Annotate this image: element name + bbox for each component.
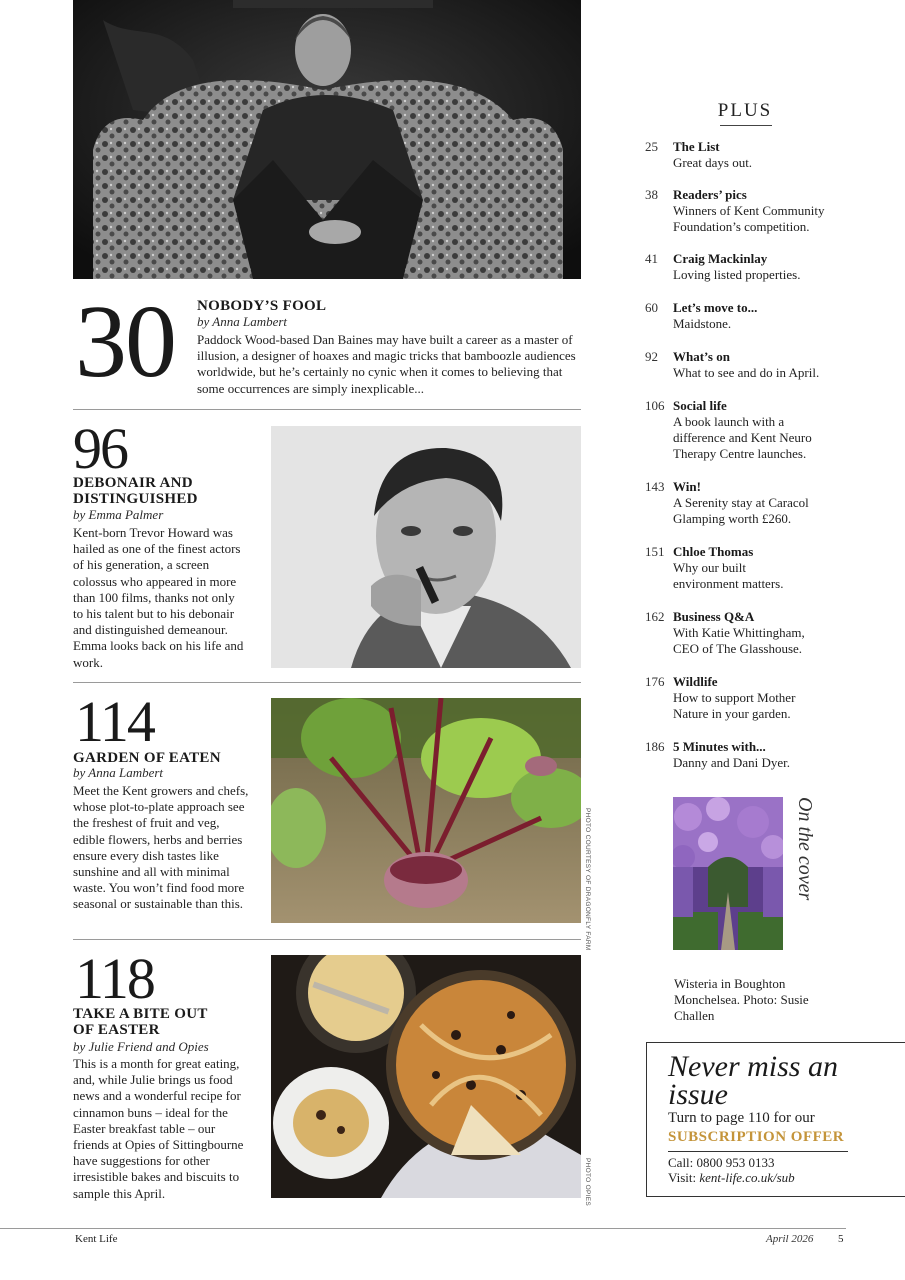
subscription-promo[interactable] [646, 1042, 905, 1197]
feature-118-number: 118 [75, 946, 154, 1011]
item-description: Winners of Kent Community Foundation’s competition. [673, 203, 825, 234]
feature-114-number: 114 [75, 689, 154, 754]
list-item[interactable] [645, 609, 895, 657]
item-description: Maidstone. [673, 316, 732, 331]
divider [73, 939, 581, 940]
list-item[interactable] [645, 739, 895, 771]
page-number: 186 [645, 739, 665, 754]
page-number: 25 [645, 139, 658, 154]
promo-visit-label: Visit: [668, 1170, 700, 1185]
item-description: Loving listed properties. [673, 267, 801, 282]
list-item[interactable] [645, 544, 895, 592]
subscription-offer-link[interactable]: SUBSCRIPTION OFFER [668, 1129, 845, 1145]
item-description: Great days out. [673, 155, 753, 170]
page-number: 143 [645, 479, 665, 494]
page-number: 151 [645, 544, 665, 559]
item-description: Why our built environment matters. [673, 560, 784, 591]
list-item[interactable] [645, 187, 895, 235]
item-title: Chloe Thomas [673, 544, 754, 559]
feature-96-headline[interactable]: DEBONAIR AND DISTINGUISHED [73, 475, 198, 507]
feature-118-byline: by Julie Friend and Opies [73, 1039, 209, 1054]
plus-list [645, 139, 895, 771]
feature-30-number: 30 [75, 284, 175, 399]
plus-underline [720, 125, 772, 126]
page-number: 162 [645, 609, 665, 624]
promo-divider [668, 1151, 848, 1152]
item-description: What to see and do in April. [673, 365, 820, 380]
item-title: Readers’ pics [673, 187, 747, 202]
feature-photo-dan-baines [73, 0, 581, 279]
footer-issue-date: April 2026 [766, 1233, 814, 1245]
item-title: Wildlife [673, 674, 718, 689]
feature-photo-easter-bake [271, 955, 581, 1198]
divider [73, 409, 581, 410]
photo-credit-opies: PHOTO OPIES [584, 1158, 591, 1206]
page-number: 41 [645, 251, 658, 266]
list-item[interactable] [645, 479, 895, 527]
promo-phone[interactable]: Call: 0800 953 0133 [668, 1155, 775, 1170]
item-description: With Katie Whittingham, CEO of The Glasshouse. [673, 625, 805, 656]
item-title: The List [673, 139, 720, 154]
promo-visit [668, 1170, 795, 1186]
list-item[interactable] [645, 251, 895, 283]
item-description: How to support Mother Nature in your garden. [673, 690, 796, 721]
feature-114-headline[interactable]: GARDEN OF EATEN [73, 750, 221, 766]
page-number: 106 [645, 398, 665, 413]
feature-30-body: Paddock Wood-based Dan Baines may have built a career as a master of illusion, a designer of hoaxes and magic tricks that bamboozle audiences worldwide, but he’s certainly no cynic when it comes to believing that some occurrences are simply inexplicable... [197, 332, 576, 396]
feature-96-byline: by Emma Palmer [73, 507, 164, 522]
list-item[interactable] [645, 349, 895, 381]
item-title: Social life [673, 398, 727, 413]
feature-30-headline[interactable]: NOBODY’S FOOL [197, 298, 327, 314]
promo-headline: Never miss an issue [668, 1050, 838, 1111]
feature-96-number: 96 [73, 416, 127, 481]
item-title: Business Q&A [673, 609, 755, 624]
cover-caption: Wisteria in Boughton Monchelsea. Photo: Susie Challen [674, 976, 809, 1023]
promo-text: Turn to page 110 for our [668, 1110, 815, 1126]
item-description: Danny and Dani Dyer. [673, 755, 790, 770]
feature-118-headline[interactable]: TAKE A BITE OUT OF EASTER [73, 1006, 208, 1038]
list-item[interactable] [645, 139, 895, 171]
list-item[interactable] [645, 300, 895, 332]
list-item[interactable] [645, 674, 895, 722]
feature-30-byline: by Anna Lambert [197, 314, 288, 329]
item-description: A Serenity stay at Caracol Glamping worth £260. [673, 495, 809, 526]
footer-magazine-name: Kent Life [75, 1233, 118, 1245]
page-number: 38 [645, 187, 658, 202]
item-title: Win! [673, 479, 701, 494]
photo-credit-dragonfly-farm: PHOTO COURTESY OF DRAGONFLY FARM [584, 808, 591, 951]
feature-96-body: Kent-born Trevor Howard was hailed as one of the finest actors of his generation, a screen colossus who appeared in more than 100 films, thanks not only to his talent but to his debonair and distinguished demeanour. Emma looks back on his life and work. [73, 525, 244, 670]
footer-rule [0, 1228, 846, 1229]
item-title: What’s on [673, 349, 730, 364]
footer-page-number: 5 [838, 1233, 844, 1245]
list-item[interactable] [645, 398, 895, 462]
feature-114-body: Meet the Kent growers and chefs, whose plot-to-plate approach see the freshest of fruit and veg, edible flowers, herbs and berries ensure every dish tastes like sunshine and all with minimal waste. You won’t find food more seasonal or sustainable than this. [73, 783, 249, 912]
plus-title: PLUS [717, 100, 773, 121]
cover-photo-wisteria[interactable] [673, 797, 783, 950]
divider [73, 682, 581, 683]
feature-photo-beetroot [271, 698, 581, 923]
feature-114-byline: by Anna Lambert [73, 765, 164, 780]
cover-label: On the cover [794, 797, 816, 901]
feature-118-body: This is a month for great eating, and, while Julie brings us food news and a wonderful recipe for cinnamon buns – ideal for the Easter breakfast table – our friends at Opies of Sittingbourne have suggestions for other irresistible bakes and biscuits to sample this April. [73, 1056, 244, 1201]
feature-photo-trevor-howard [271, 426, 581, 668]
item-title: 5 Minutes with... [673, 739, 766, 754]
promo-visit-link[interactable]: kent-life.co.uk/sub [699, 1170, 795, 1185]
page-number: 60 [645, 300, 658, 315]
item-title: Craig Mackinlay [673, 251, 768, 266]
item-title: Let’s move to... [673, 300, 758, 315]
page-number: 176 [645, 674, 665, 689]
page-number: 92 [645, 349, 658, 364]
item-description: A book launch with a difference and Kent Neuro Therapy Centre launches. [673, 414, 812, 461]
